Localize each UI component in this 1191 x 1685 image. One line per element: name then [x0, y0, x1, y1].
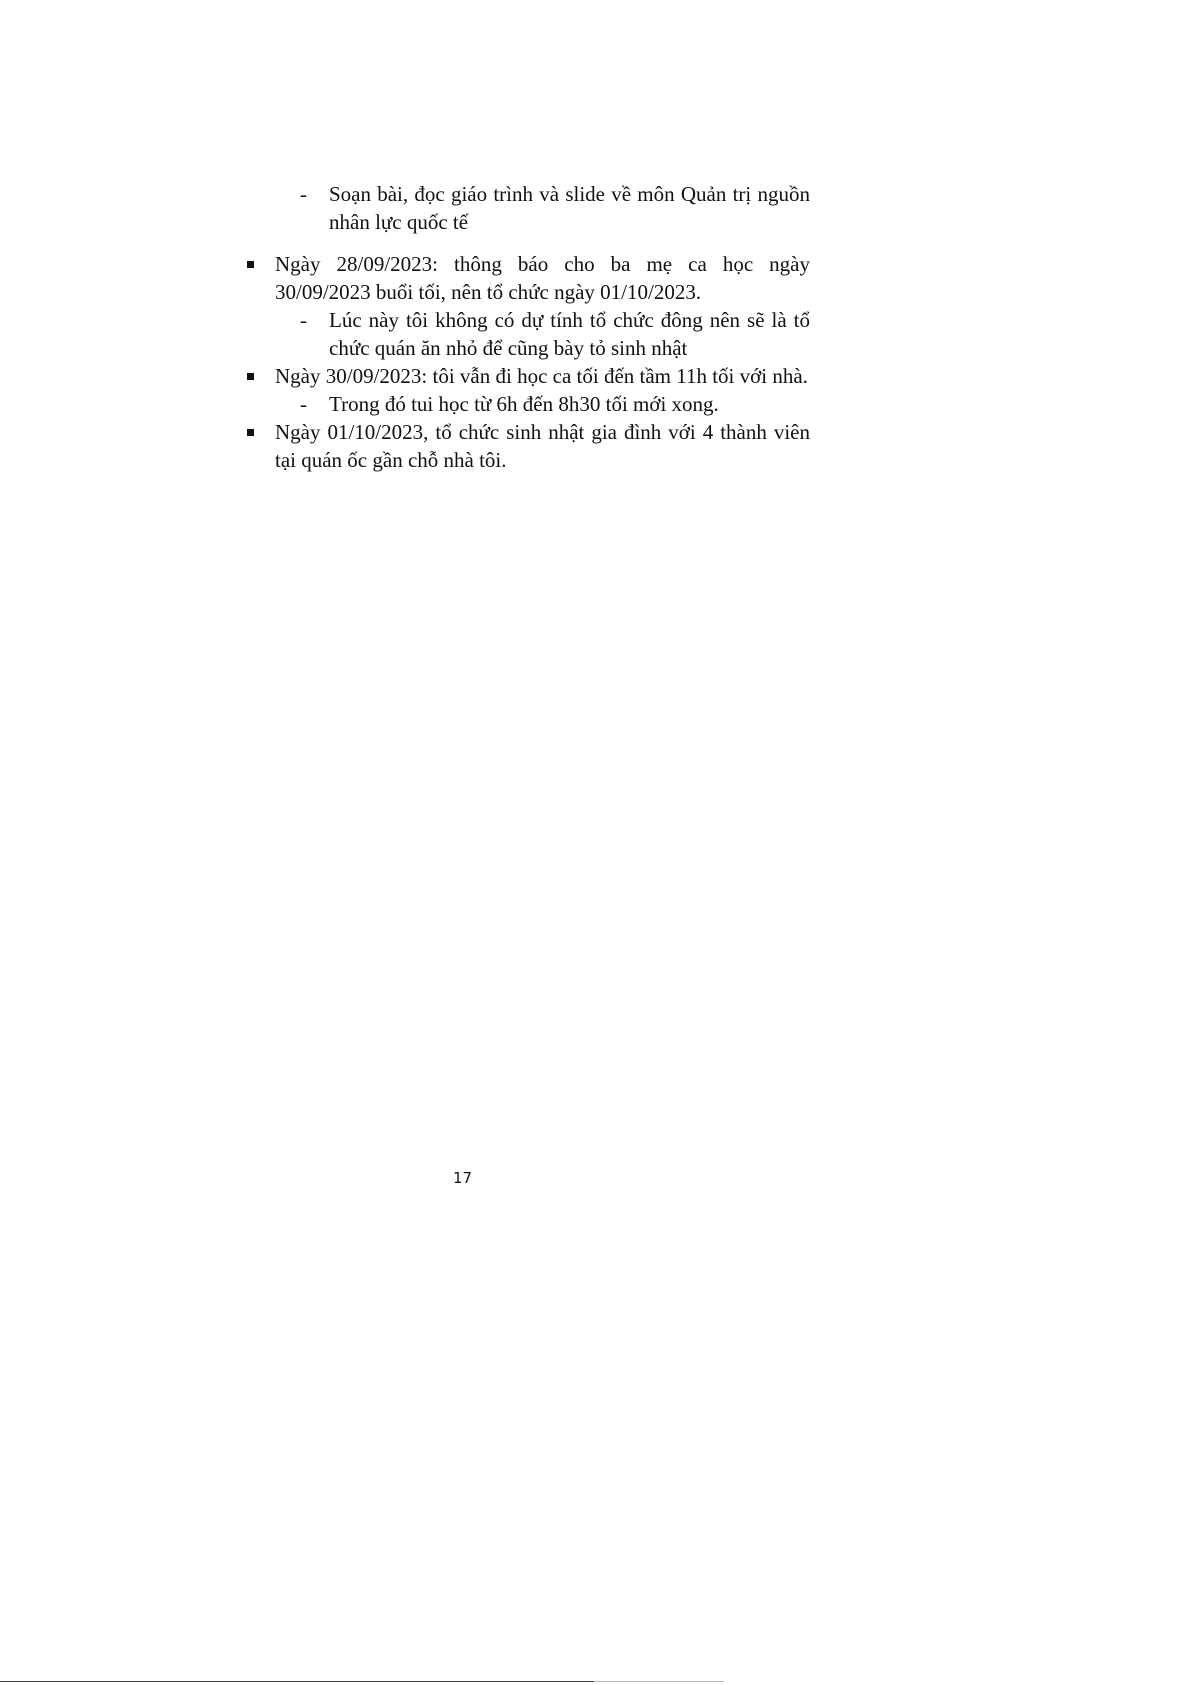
document-body — [247, 180, 810, 474]
dash-marker: - — [300, 182, 307, 206]
dash-marker: - — [300, 308, 307, 332]
square-bullet-icon — [247, 429, 254, 436]
list-item — [247, 390, 810, 418]
list-item-text: Lúc này tôi không có dự tính tổ chức đông nên sẽ là tổ chức quán ăn nhỏ để cũng bày tỏ sinh nhật — [329, 308, 810, 360]
list-item-text: Soạn bài, đọc giáo trình và slide về môn Quản trị nguồn nhân lực quốc tế — [329, 182, 810, 234]
bottom-edge-line — [0, 1681, 594, 1682]
list-item — [247, 180, 810, 236]
dash-marker: - — [300, 392, 307, 416]
square-bullet-icon — [247, 373, 254, 380]
list-item — [247, 250, 810, 306]
page-number: 17 — [453, 1169, 473, 1187]
square-bullet-icon — [247, 261, 254, 268]
list-item-text: Ngày 28/09/2023: thông báo cho ba mẹ ca học ngày 30/09/2023 buổi tối, nên tổ chức ngày 01/10/2023. — [275, 252, 810, 304]
list-item-text: Ngày 30/09/2023: tôi vẫn đi học ca tối đến tầm 11h tối với nhà. — [275, 364, 808, 388]
list-item — [247, 306, 810, 362]
bottom-edge-line-faint — [594, 1681, 724, 1682]
list-item — [247, 362, 810, 390]
list-item-text: Trong đó tui học từ 6h đến 8h30 tối mới xong. — [329, 392, 719, 416]
list-item-text: Ngày 01/10/2023, tổ chức sinh nhật gia đình với 4 thành viên tại quán ốc gần chỗ nhà tôi. — [275, 420, 810, 472]
list-item — [247, 418, 810, 474]
